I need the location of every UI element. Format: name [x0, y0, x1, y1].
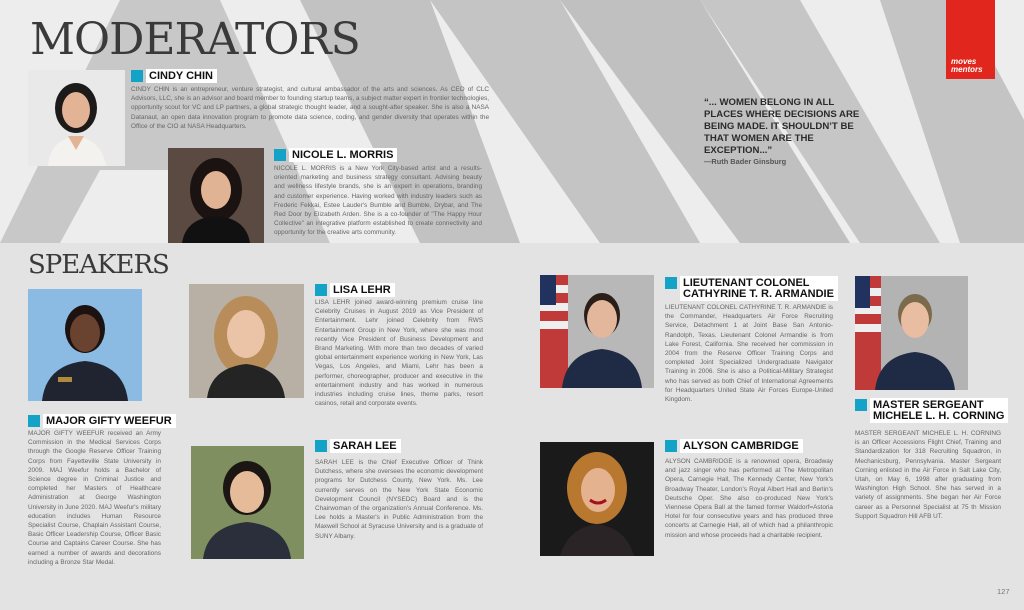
- gifty-weefur-name: MAJOR GIFTY WEEFUR: [28, 414, 176, 428]
- cathyrine-armandie-name: [665, 276, 838, 301]
- michele-corning-bio: MASTER SERGEANT MICHELE L. H. CORNING is an Officer Accessions Flight Chief, Training and Standardization for 318 Recruiting Squadron, in Mechanicsburg, Pennsylvania. Master Sergeant Corning enlisted in the Air Force in Salt Lake City, Utah, on May 6, 1998 after graduating from Washington High School. She has served in a variety of assignments. She began her Air Force career as a Personnel Specialist at 75 th Mission Support Squadron Hill AFB UT.: [855, 430, 1001, 520]
- sarah-lee-name: SARAH LEE: [315, 439, 401, 453]
- sarah-lee-photo: [191, 446, 304, 559]
- alyson-cambridge-name: ALYSON CAMBRIDGE: [665, 439, 803, 453]
- lisa-lehr-name: LISA LEHR: [315, 283, 395, 297]
- nicole-morris-bio: NICOLE L. MORRIS is a New York City-based artist and a results-oriented marketing and business strategy consultant. Advising beauty and wellness lifestyle brands, she is an expert in operations, branding and customer experience. Having worked with industry leaders such as Frederic Fekkai, Estee Lauder's Bumble and Bumble, Drybar, and The Red Door by Elizabeth Arden. She is a co-founder of "The Happy Hour Collective" an integrative platform established to create connectivity and opportunity for the creative arts community.: [274, 165, 482, 237]
- quote-attribution: —Ruth Bader Ginsburg: [704, 157, 787, 166]
- accent-square: [665, 277, 677, 289]
- accent-square: [28, 415, 40, 427]
- cathyrine-armandie-bio: LIEUTENANT COLONEL CATHYRINE T. R. ARMANDIE is the Commander, Headquarters Air Force Recruiting Service, Detachment 1 at Joint Base San Antonio-Randolph, Texas. Lieutenant Colonel Armandie is from Lake Forest, California. She received her commission in 2004 from the Reserve Officer Training Corps and completed Joint Specialized Undergraduate Navigator Training in 2006. She is also a Political-Military Strategist who has served as both Chief of International Agreements for Headquarters United State Air Forces Europe-United Kingdom.: [665, 304, 833, 404]
- name-line-1: MASTER SERGEANT: [873, 399, 984, 411]
- michele-corning-photo: [855, 276, 968, 390]
- name-line-2: MICHELE L. H. CORNING: [873, 410, 1005, 422]
- michele-corning-name: [855, 398, 1008, 423]
- moves-mentors-logo: [946, 0, 995, 79]
- cindy-chin-bio: CINDY CHIN is an entrepreneur, venture strategist, and cultural ambassador of the arts and sciences. As CEO of CLC Advisors, LLC, she is an advisor and board member to founding startup teams, a subject matter expert in frontier technologies, opportunity scout for VC and LP partners, a global strategic thought leader, and a sought-after speaker. She is also a NASA Datanaut, an open data innovation program to promote data science, coding, and gender diversity that operates within the Office of the CIO at NASA Headquarters.: [131, 86, 489, 130]
- accent-square: [855, 399, 867, 411]
- accent-square: [274, 149, 286, 161]
- cindy-chin-photo: [28, 70, 125, 166]
- logo-line-2: mentors: [951, 65, 983, 74]
- alyson-cambridge-photo: [540, 442, 654, 556]
- gifty-weefur-bio: MAJOR GIFTY WEEFUR received an Army Commission in the Medical Services Corps through the Google Reserve Officer Training Corps from Fayetteville State University in 2009. MAJ Weefur holds a Bachelor of Science degree in Criminal Justice and completed her Masters of Healthcare Administration at George Washington University in June 2020. MAJ Weefur's military education includes Human Resource Specialist Course, Chaplain Assistant Course, Basic Officer Leadership Course, Officer Basic Course and Captains Career Course. She has earned a number of awards and decorations including a Bronze Star Medal.: [28, 430, 161, 566]
- speakers-heading: SPEAKERS: [28, 250, 169, 280]
- cathyrine-armandie-photo: [540, 275, 654, 388]
- accent-square: [315, 440, 327, 452]
- sarah-lee-bio: SARAH LEE is the Chief Executive Officer of Think Dutchess, where she oversees the economic development programs for Dutchess County, New York. Ms. Lee currently serves on the New York State Economic Development Council (NYSEDC) Board and is the Chairwoman of the organization's Annual Conference. Ms. Lee holds a Master's in Public Administration from the Maxwell School at Syracuse University and is a graduate of SUNY Albany.: [315, 459, 484, 540]
- name-line-1: LIEUTENANT COLONEL: [683, 277, 810, 289]
- name-line-2: CATHYRINE T. R. ARMANDIE: [683, 288, 834, 300]
- rbg-quote: “... WOMEN BELONG IN ALL PLACES WHERE DECISIONS ARE BEING MADE. IT SHOULDN’T BE THAT WOMEN ARE THE EXCEPTION...”: [704, 97, 860, 156]
- accent-square: [131, 70, 143, 82]
- logo-line-1: moves: [951, 57, 977, 66]
- page-number: 127: [997, 587, 1010, 596]
- moderators-heading: MODERATORS: [30, 14, 360, 65]
- lisa-lehr-bio: LISA LEHR joined award-winning premium cruise line Celebrity Cruises in August 2019 as Vice President of Entertainment. Lehr joined Celebrity from RWS Entertainment Group in New York, where she was most recently Vice President of Business Development and Brand Marketing. With more than two decades of varied global entertainment experience working in New York, Las Vegas, Los Angeles, and Miami, Lehr has been a performer, choreographer, producer and executive in the entertainment industry and has worked in numerous industries including cruise lines, theme parks, resort casinos, retail and corporate events.: [315, 299, 483, 408]
- alyson-cambridge-bio: ALYSON CAMBRIDGE is a renowned opera, Broadway and jazz singer who has performed at The Metropolitan Opera, Carnegie Hall, The Kennedy Center, New York's Broadway Theater, London's Royal Albert Hall and Berlin's Deutsche Oper. She also co-produced New York's Viennese Opera Ball at the famed former Waldorf=Astoria Hotel for four consecutive years and has produced three concerts at Carnegie Hall, all of which had a philanthropic mission and whose proceeds had a charitable recipient.: [665, 458, 833, 539]
- lisa-lehr-photo: [189, 284, 304, 398]
- accent-square: [315, 284, 327, 296]
- accent-square: [665, 440, 677, 452]
- cindy-chin-name: CINDY CHIN: [131, 69, 217, 83]
- nicole-morris-photo: [168, 148, 264, 243]
- gifty-weefur-photo: [28, 289, 142, 401]
- nicole-morris-name: NICOLE L. MORRIS: [274, 148, 397, 162]
